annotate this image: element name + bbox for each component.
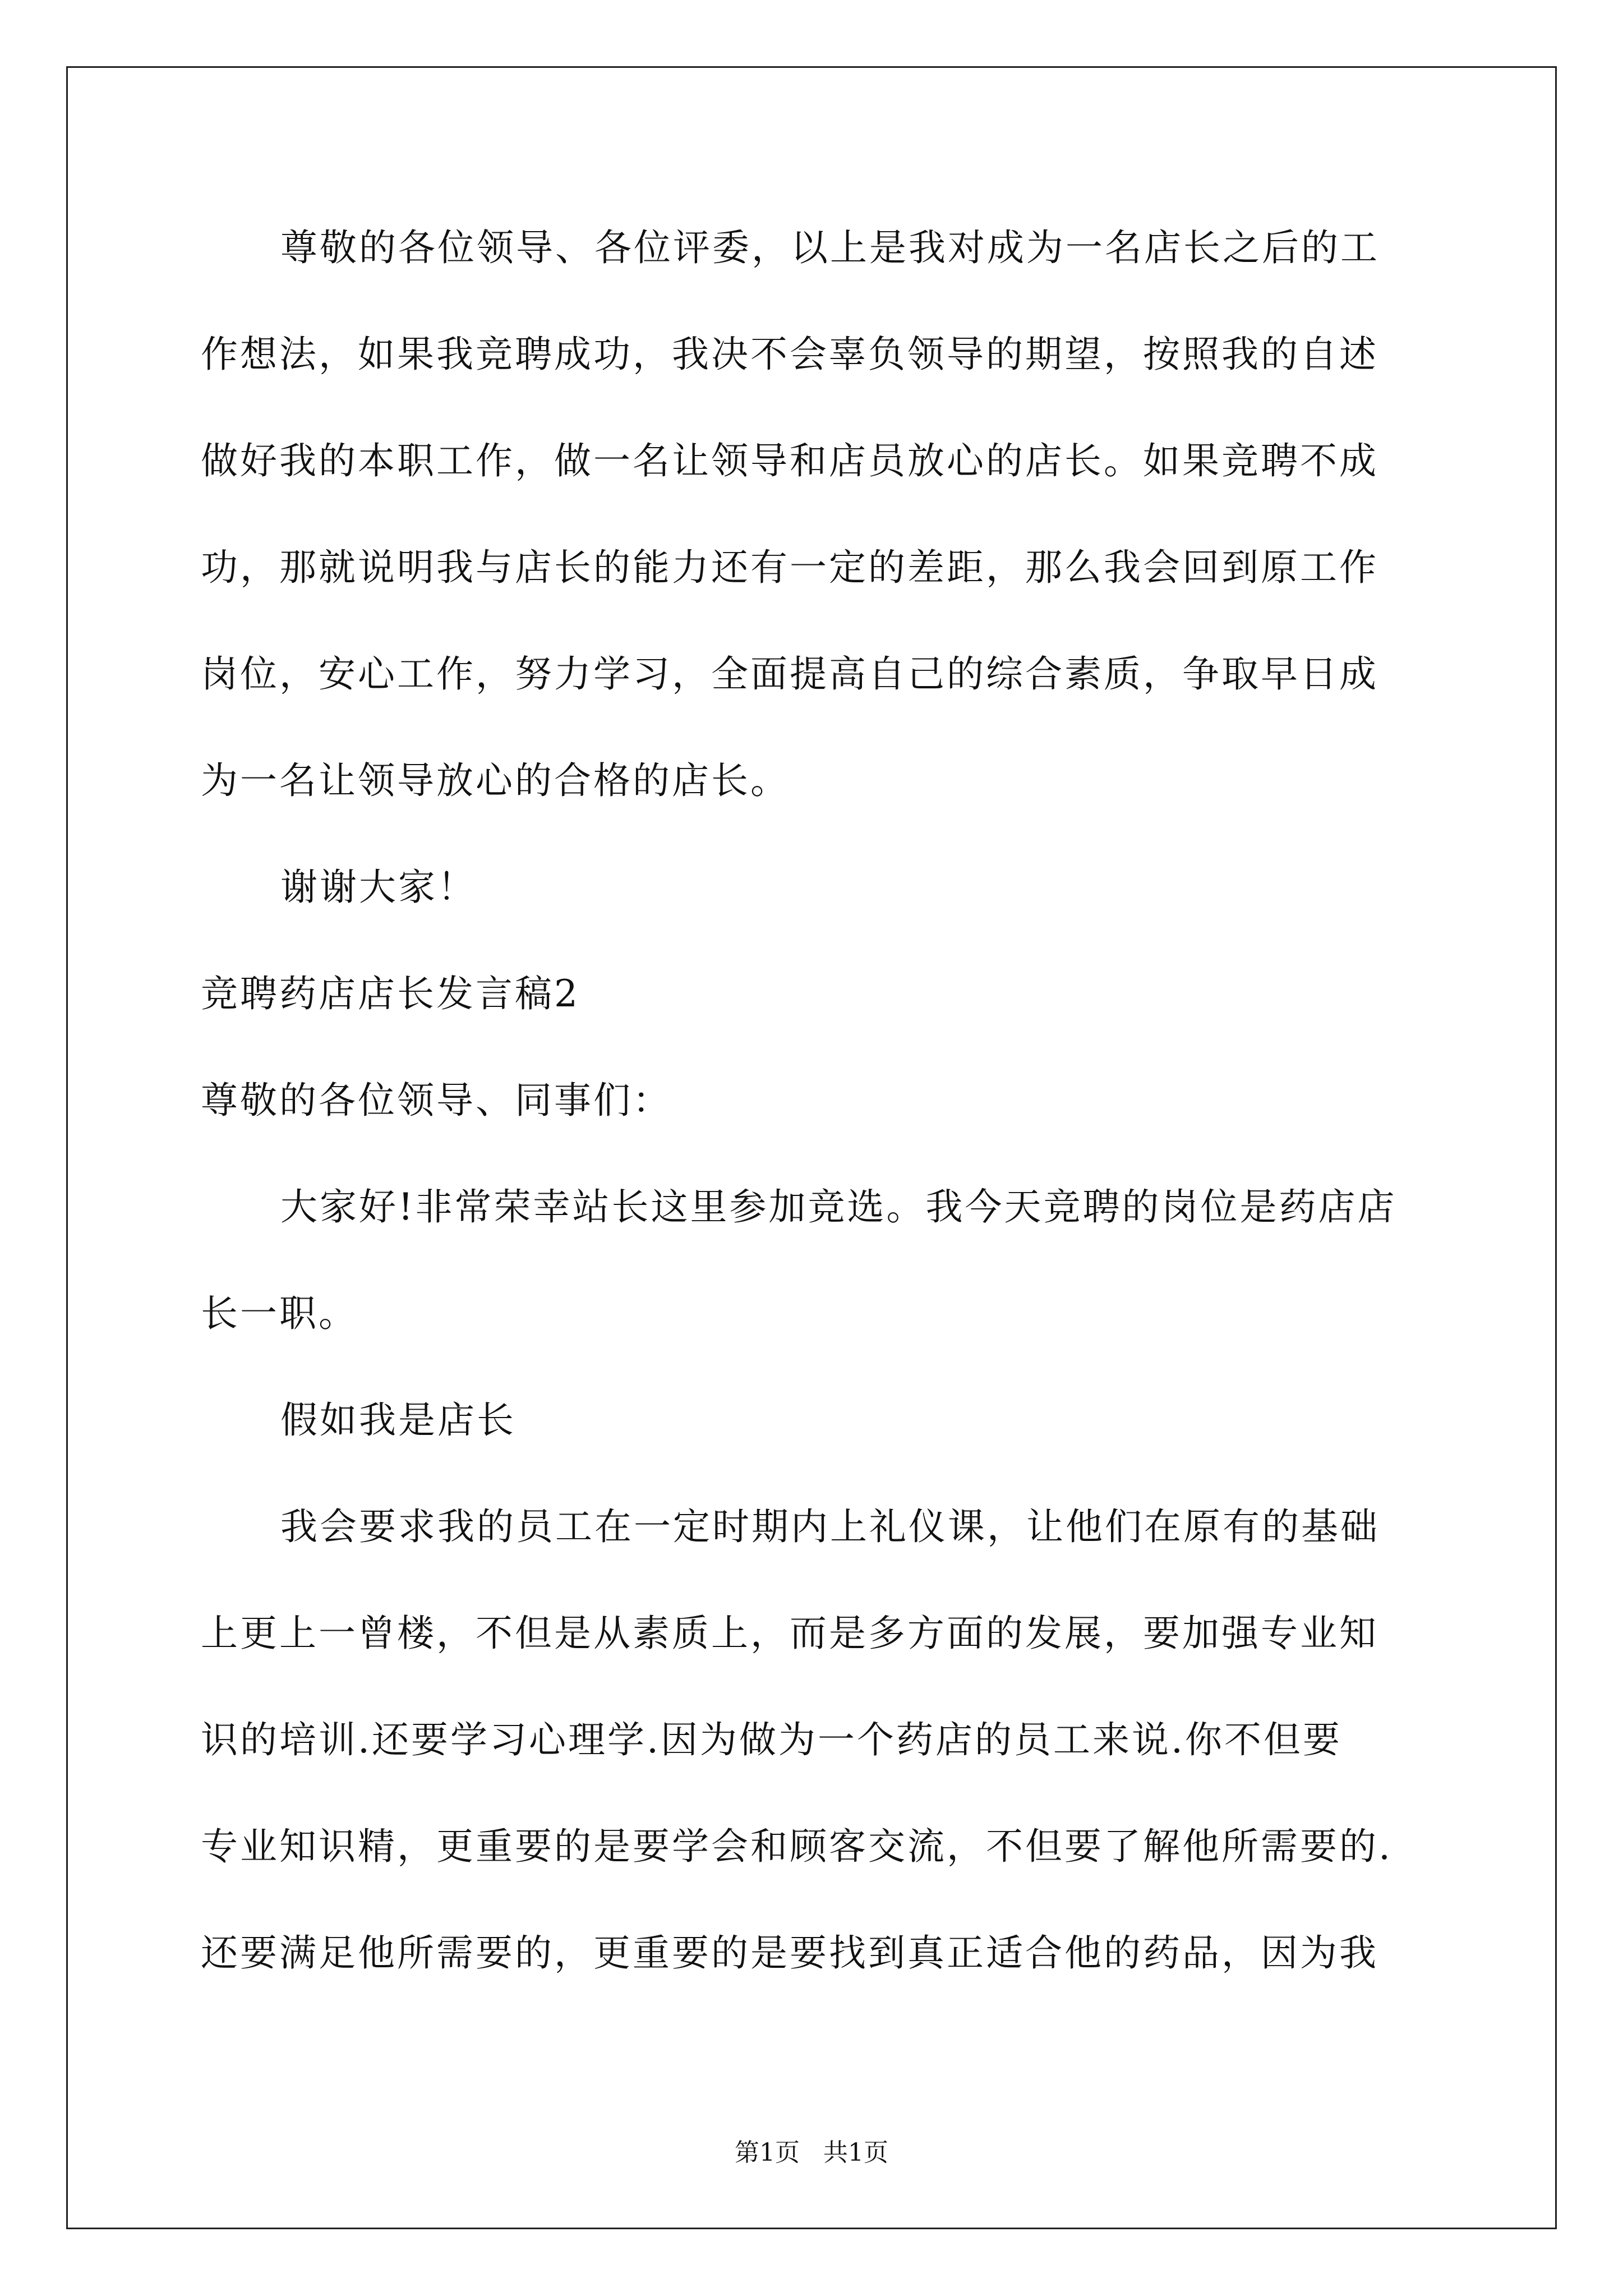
paragraph-line: 识的培训.还要学习心理学.因为做为一个药店的员工来说.你不但要	[201, 1718, 1342, 1761]
paragraph-line: 为一名让领导放心的合格的店长。	[201, 759, 790, 802]
paragraph-line: 专业知识精，更重要的是要学会和顾客交流，不但要了解他所需要的.	[201, 1825, 1393, 1868]
paragraph-line: 大家好!非常荣幸站长这里参加竞选。我今天竞聘的岗位是药店店	[280, 1185, 1397, 1228]
paragraph-line: 作想法，如果我竞聘成功，我决不会辜负领导的期望，按照我的自述	[201, 333, 1378, 376]
paragraph-line: 功，那就说明我与店长的能力还有一定的差距，那么我会回到原工作	[201, 546, 1378, 589]
paragraph-line: 尊敬的各位领导、各位评委，以上是我对成为一名店长之后的工	[280, 226, 1380, 269]
closing-line: 谢谢大家！	[280, 866, 477, 909]
paragraph-line: 做好我的本职工作，做一名让领导和店员放心的店长。如果竞聘不成	[201, 439, 1378, 482]
page-border	[66, 66, 1557, 2229]
section-title: 竞聘药店店长发言稿2	[201, 972, 580, 1015]
paragraph-line: 还要满足他所需要的，更重要的是要找到真正适合他的药品，因为我	[201, 1931, 1378, 1975]
salutation: 尊敬的各位领导、同事们：	[201, 1079, 672, 1122]
page-footer: 第1页 共1页	[735, 2138, 888, 2167]
paragraph-line: 我会要求我的员工在一定时期内上礼仪课，让他们在原有的基础	[280, 1505, 1380, 1548]
paragraph-line: 岗位，安心工作，努力学习，全面提高自己的综合素质，争取早日成	[201, 652, 1378, 696]
paragraph-line: 长一职。	[201, 1292, 358, 1335]
paragraph-line: 上更上一曾楼，不但是从素质上，而是多方面的发展，要加强专业知	[201, 1612, 1378, 1655]
subheading: 假如我是店长	[280, 1398, 516, 1442]
